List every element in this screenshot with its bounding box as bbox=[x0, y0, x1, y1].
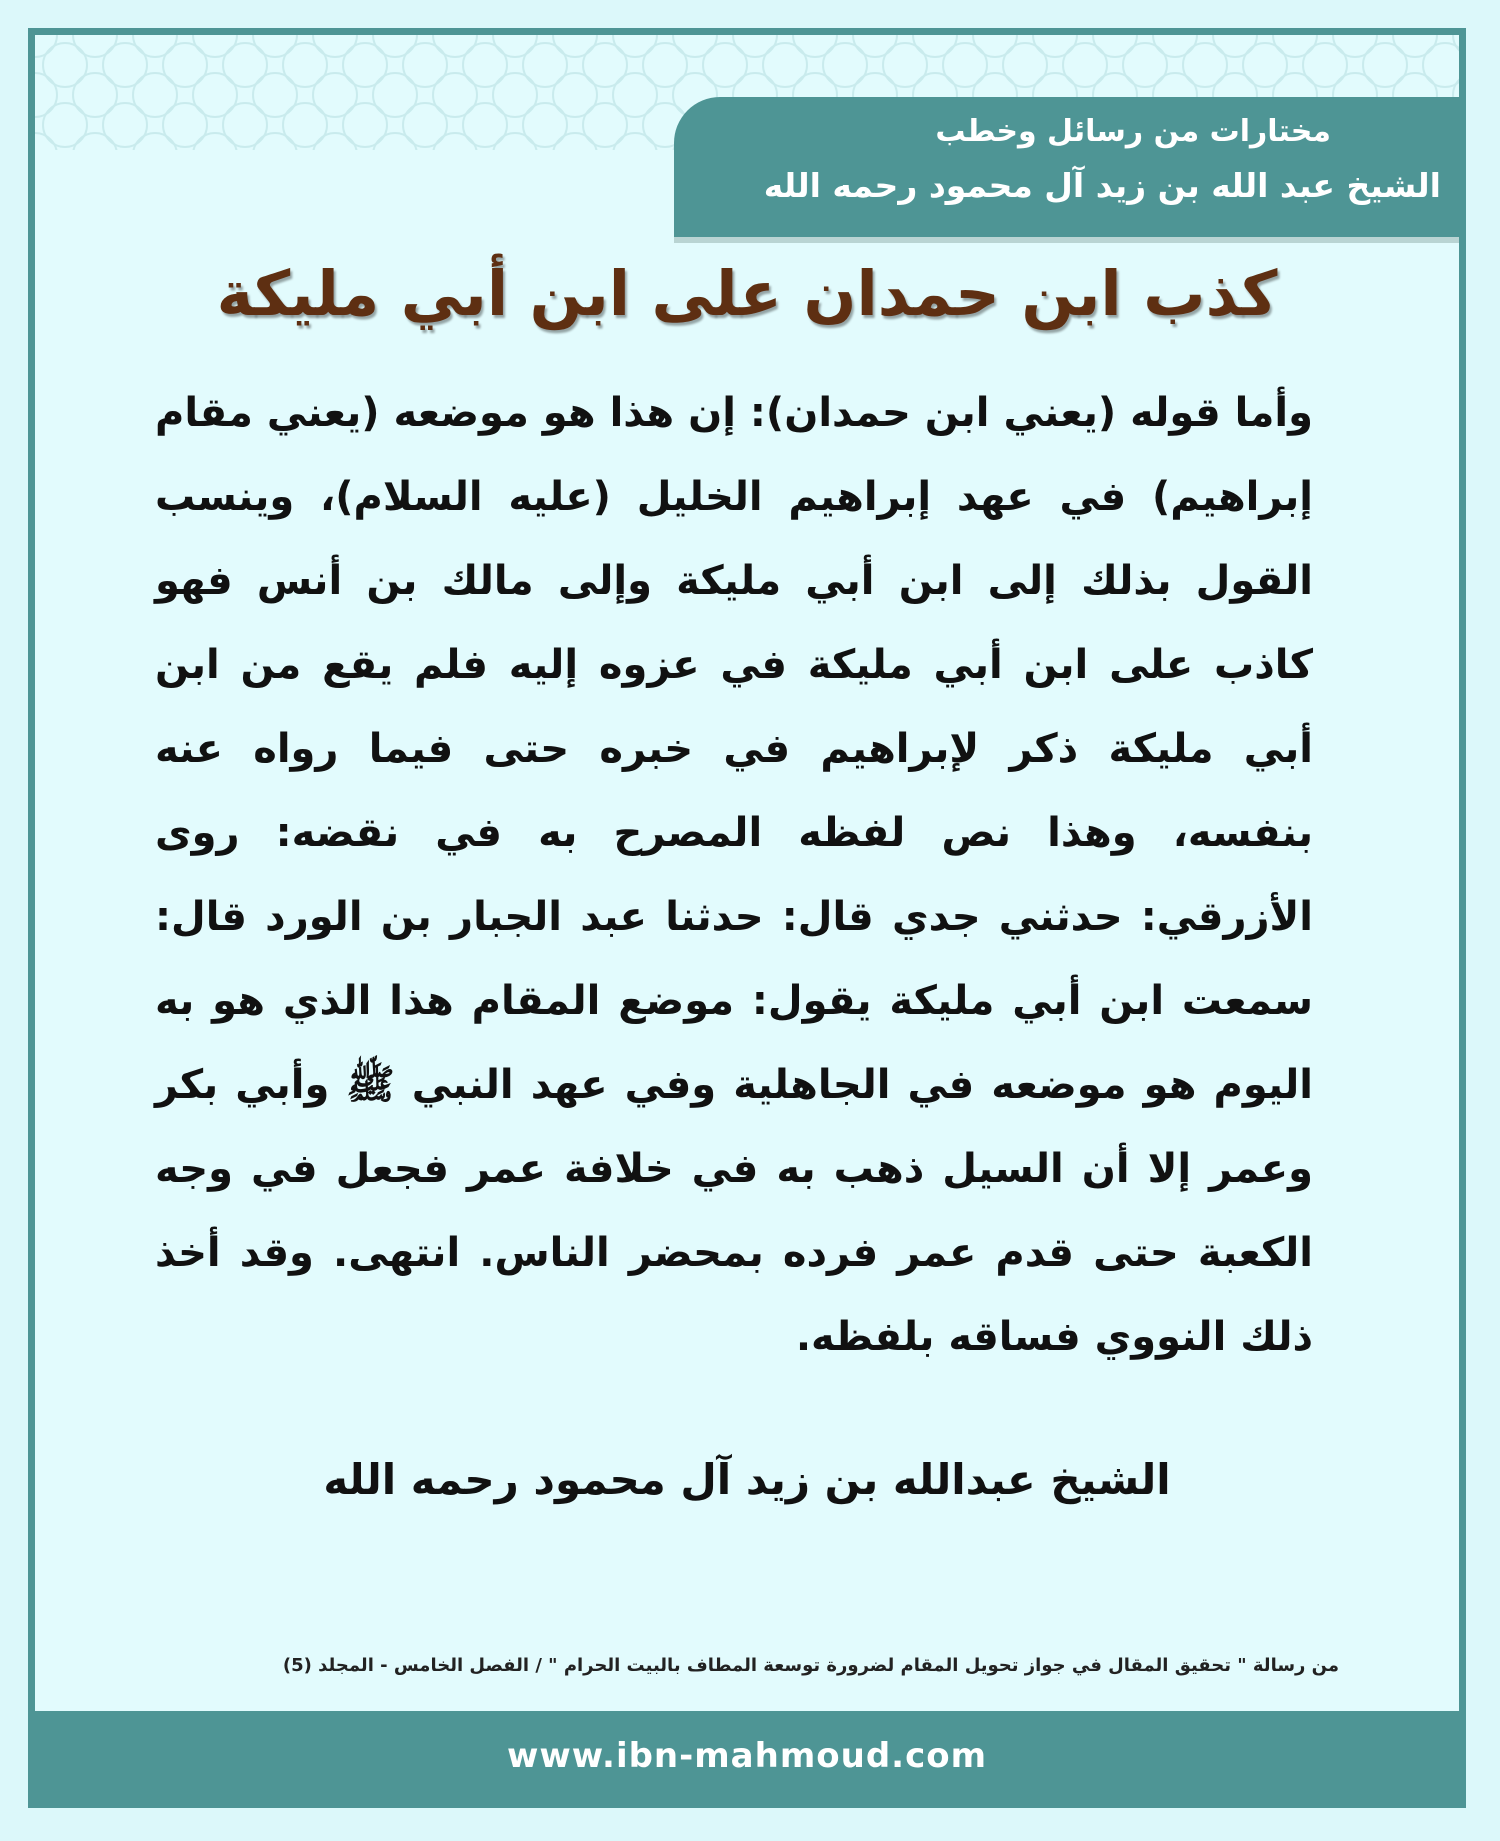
article-title: كذب ابن حمدان على ابن أبي مليكة bbox=[216, 257, 1278, 330]
page-frame bbox=[28, 28, 1466, 1808]
article-body: وأما قوله (يعني ابن حمدان): إن هذا هو موضعه (يعني مقام إبراهيم) في عهد إبراهيم الخليل (عليه السلام)، وينسب القول بذلك إلى ابن أبي مليكة وإلى مالك بن أنس فهو كاذب على ابن أبي مليكة في عزوه إليه فلم يقع من ابن أبي مليكة ذكر لإبراهيم في خبره حتى فيما رواه عنه بنفسه، وهذا نص لفظه المصرح به في نقضه: روى الأزرقي: حدثني جدي قال: حدثنا عبد الجبار بن الورد قال: سمعت ابن أبي مليكة يقول: موضع المقام هذا الذي هو به اليوم هو موضعه في الجاهلية وفي عهد النبي ﷺ وأبي بكر وعمر إلا أن السيل ذهب به في خلافة عمر فجعل في وجه الكعبة حتى قدم عمر فرده بمحضر الناس. انتهى. وقد أخذ ذلك النووي فساقه بلفظه. bbox=[155, 390, 1313, 1360]
author-header: الشيخ عبد الله بن زيد آل محمود رحمه الله bbox=[763, 166, 1441, 205]
footer-banner bbox=[35, 1711, 1459, 1801]
series-title: مختارات من رسائل وخطب bbox=[935, 114, 1331, 149]
header-banner bbox=[674, 97, 1459, 237]
website-link[interactable]: www.ibn-mahmoud.com bbox=[506, 1736, 988, 1776]
source-citation: من رسالة " تحقيق المقال في جواز تحويل المقام لضرورة توسعة المطاف بالبيت الحرام " / الفصل الخامس - المجلد (5) bbox=[282, 1655, 1339, 1676]
author-signature: الشيخ عبدالله بن زيد آل محمود رحمه الله bbox=[323, 1455, 1171, 1504]
